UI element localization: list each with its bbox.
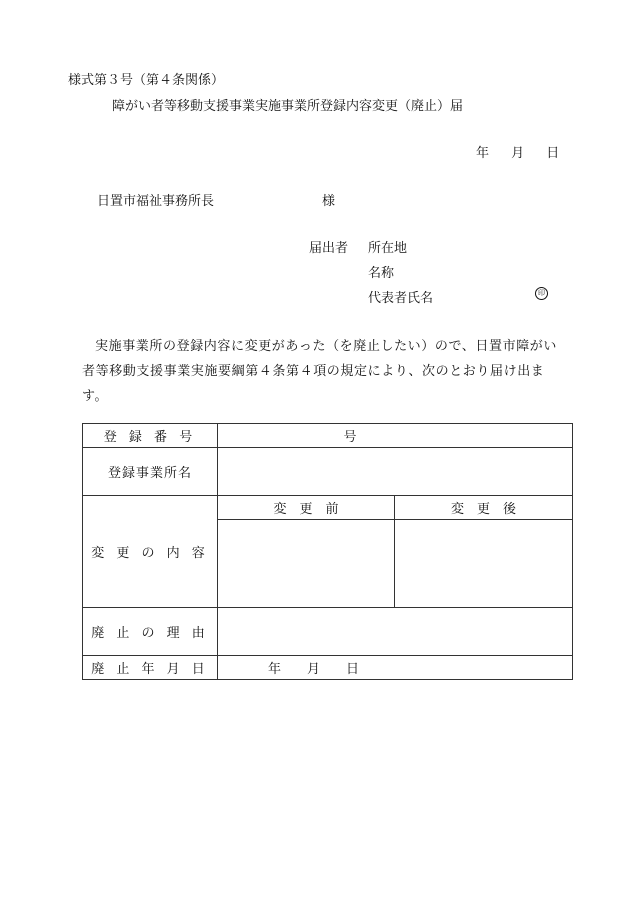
addressee-name: 日置市福祉事務所長 (97, 194, 215, 209)
registration-number-field (218, 424, 573, 448)
applicant-representative-label: 代表者氏名 (368, 291, 434, 306)
change-content-label: 変 更 の 内 容 (83, 496, 218, 608)
submission-date: 年 月 日 (476, 146, 560, 161)
registration-number-label: 登 録 番 号 (83, 424, 218, 448)
addressee-honorific: 様 (322, 194, 336, 209)
applicant-label: 届出者 (309, 241, 349, 256)
table-row (83, 496, 573, 520)
abolition-date-field: 年 月 日 (218, 656, 573, 680)
applicant-address-label: 所在地 (368, 241, 408, 256)
applicant-name-label: 名称 (368, 266, 395, 281)
office-name-field (218, 448, 573, 496)
table-row (83, 424, 573, 448)
after-change-header: 変 更 後 (395, 496, 573, 520)
abolition-reason-field (218, 608, 573, 656)
table-row (83, 608, 573, 656)
form-number: 様式第３号（第４条関係） (68, 73, 225, 88)
after-change-field (395, 520, 573, 608)
abolition-date-label: 廃 止 年 月 日 (83, 656, 218, 680)
body-text: 実施事業所の登録内容に変更があった（を廃止したい）ので、日置市障がい者等移動支援事業実施要綱第４条第４項の規定により、次のとおり届け出ます。 (82, 339, 558, 404)
registration-table (82, 423, 573, 680)
form-title: 障がい者等移動支援事業実施事業所登録内容変更（廃止）届 (112, 99, 464, 114)
before-change-field (218, 520, 395, 608)
before-change-header: 変 更 前 (218, 496, 395, 520)
table-row (83, 448, 573, 496)
registration-number-suffix: 号 (343, 430, 357, 445)
office-name-label: 登録事業所名 (83, 448, 218, 496)
seal-icon: 印 (535, 287, 548, 300)
abolition-reason-label: 廃 止 の 理 由 (83, 608, 218, 656)
table-row (83, 656, 573, 680)
